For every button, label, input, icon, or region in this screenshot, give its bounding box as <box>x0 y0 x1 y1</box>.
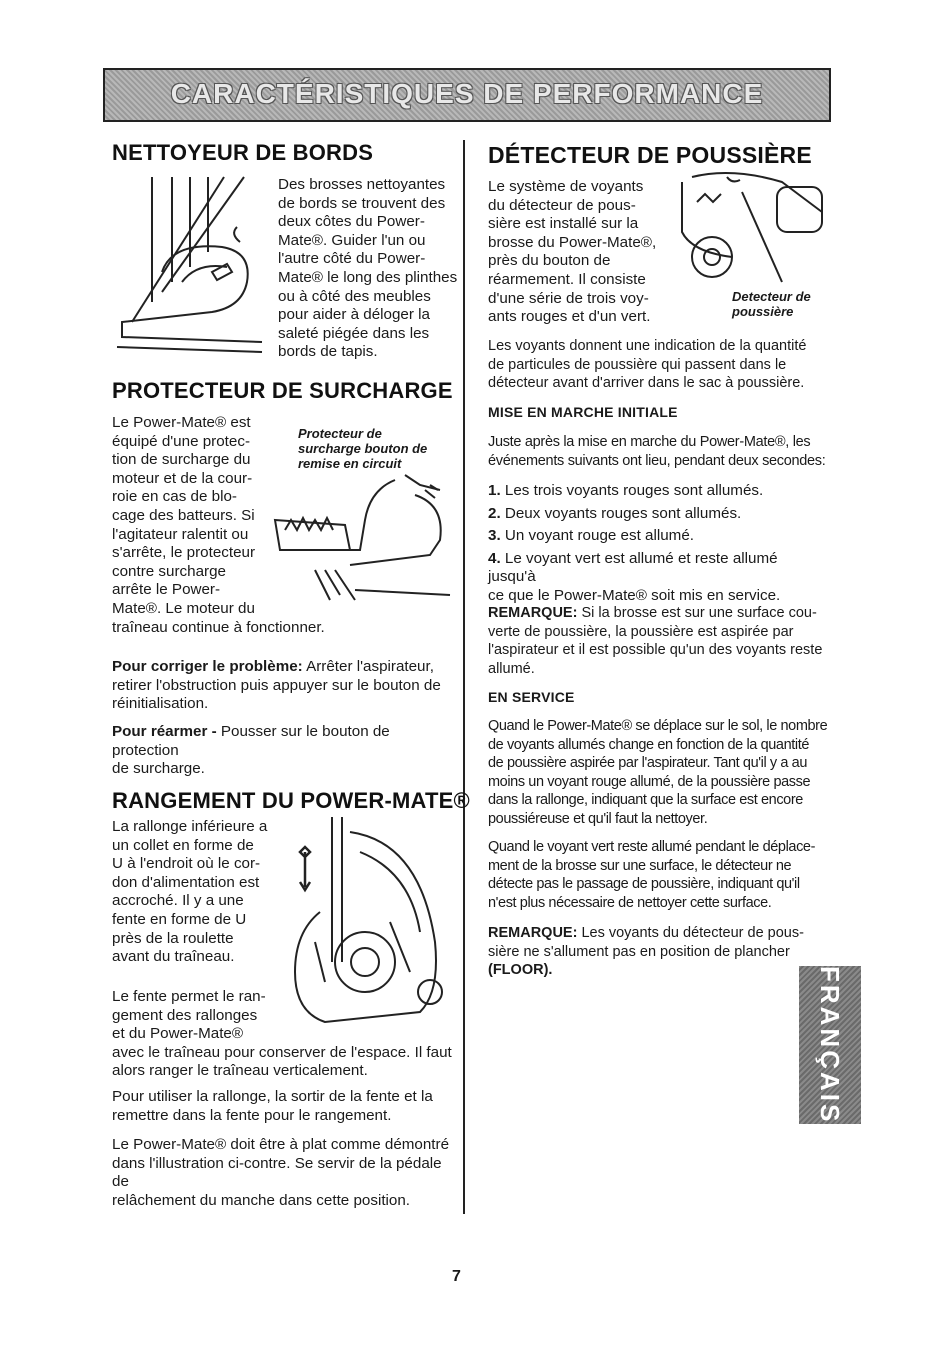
text-line: sière est installé sur la <box>488 215 639 233</box>
remarque-2 <box>488 924 828 980</box>
remarque-label: REMARQUE: <box>488 605 578 621</box>
text-line: Les voyants du détecteur de pous- <box>577 925 804 941</box>
rangement-text-1 <box>112 818 272 967</box>
rangement-text-4 <box>112 1136 457 1210</box>
text-line: Pousser sur le bouton de protection <box>112 723 390 759</box>
rearmer-paragraph <box>112 723 457 779</box>
bords-text <box>278 176 458 362</box>
text-line: fente en forme de U <box>112 910 247 928</box>
text-line: ants rouges et d'un vert. <box>488 308 651 326</box>
list-item <box>488 527 828 546</box>
text-line: relâchement du manche dans cette position. <box>112 1191 411 1209</box>
step-number: 3. <box>488 527 501 545</box>
text-line: l'agitateur ralentit ou <box>112 525 249 543</box>
remarque-label: REMARQUE: <box>488 925 578 941</box>
floor-label: (FLOOR). <box>488 962 553 979</box>
text-line: Le Power-Mate® est <box>112 414 251 431</box>
text-line: détecteur avant d'arriver dans le sac à poussière. <box>488 375 805 392</box>
caption-line: Protecteur de <box>298 426 382 441</box>
text-line: Mate®. Le moteur du <box>112 599 255 617</box>
edge-cleaner-illustration <box>112 172 272 362</box>
text-line: de voyants allumés change en fonction de la quantité <box>488 736 809 753</box>
text-line: poussiéreuse et qu'il faut la nettoyer. <box>488 810 708 827</box>
text-line: remettre dans la fente pour le rangement. <box>112 1106 392 1124</box>
text-line: alors ranger le traîneau verticalement. <box>112 1062 368 1080</box>
heading-nettoyeur-de-bords: NETTOYEUR DE BORDS <box>112 140 374 165</box>
step-text: Deux voyants rouges sont allumés. <box>500 504 742 522</box>
text-line: Quand le voyant vert reste allumé pendant le déplace- <box>488 839 816 855</box>
step-number: 4. <box>488 549 501 567</box>
list-item <box>488 550 828 587</box>
rearmer-label: Pour réarmer - <box>112 723 217 740</box>
text-line: saleté piégée dans les <box>278 324 430 342</box>
text-line: avec le traîneau pour conserver de l'espace. Il faut <box>112 1043 452 1061</box>
text-line: moins un voyant rouge allumé, de la poussière passe <box>488 773 811 790</box>
text-line: de particules de poussière qui passent dans le <box>488 356 787 373</box>
text-line: La rallonge inférieure a <box>112 818 268 835</box>
text-line: équipé d'une protec- <box>112 432 251 450</box>
text-line: avant du traîneau. <box>112 948 235 966</box>
list-item <box>488 482 828 501</box>
detecteur-para4 <box>488 838 828 912</box>
text-line: ce que le Power-Mate® soit mis en service. <box>488 586 781 604</box>
text-line: Mate®. Guider l'un ou <box>278 231 426 249</box>
text-line: moteur et de la cour- <box>112 469 253 487</box>
text-line: d'une série de trois voy- <box>488 289 649 307</box>
text-line: un collet en forme de <box>112 836 254 854</box>
text-line: Le fente permet le ran- <box>112 988 266 1005</box>
text-line: bords de tapis. <box>278 343 378 361</box>
step-text: Le voyant vert est allumé et reste allumé jusqu'à <box>488 549 778 586</box>
language-tab-label: FRANÇAIS <box>815 966 845 1125</box>
text-line: accroché. Il y a une <box>112 892 244 910</box>
text-line: près de la roulette <box>112 929 234 947</box>
text-line: s'arrête, le protecteur <box>112 544 256 562</box>
step-text: Les trois voyants rouges sont allumés. <box>500 482 764 499</box>
text-line: n'est plus nécessaire de nettoyer cette surface. <box>488 894 772 911</box>
heading-rangement: RANGEMENT DU POWER-MATE® <box>112 788 470 813</box>
heading-detecteur-de-poussiere: DÉTECTEUR DE POUSSIÈRE <box>488 142 812 168</box>
text-line: dans l'illustration ci-contre. Se servir de la pédale de <box>112 1154 442 1191</box>
text-line: roie en cas de blo- <box>112 488 237 506</box>
text-line: Le Power-Mate® doit être à plat comme démontré <box>112 1136 450 1153</box>
text-line: tion de surcharge du <box>112 451 251 469</box>
text-line: Quand le Power-Mate® se déplace sur le sol, le nombre <box>488 718 828 734</box>
detecteur-caption <box>732 289 832 319</box>
text-line: détecte pas le passage de poussière, indiquant qu'il <box>488 876 800 893</box>
text-line: Si la brosse est sur une surface cou- <box>577 605 817 621</box>
text-line: de surcharge. <box>112 760 205 778</box>
rangement-text-3 <box>112 1088 457 1125</box>
text-line: arrête le Power- <box>112 581 221 599</box>
text-line: l'aspirateur et il est possible qu'un des voyants reste <box>488 642 823 659</box>
text-line: allumé. <box>488 660 535 677</box>
text-line: Pour utiliser la rallonge, la sortir de la fente et la <box>112 1088 433 1105</box>
caption-line: Detecteur de <box>732 289 811 304</box>
step-text: Un voyant rouge est allumé. <box>500 527 694 545</box>
text-line: brosse du Power-Mate®, <box>488 233 657 251</box>
detecteur-intro <box>488 178 668 327</box>
detecteur-para1 <box>488 337 828 393</box>
column-divider <box>463 140 465 1214</box>
banner-title: CARACTÉRISTIQUES DE PERFORMANCE <box>170 78 764 109</box>
list-item <box>488 505 828 524</box>
step-number: 2. <box>488 504 501 522</box>
text-line: près du bouton de <box>488 252 611 270</box>
text-line: dans la rallonge, indiquant que la surface est encore <box>488 792 803 809</box>
text-line: verte de poussière, la poussière est aspirée par <box>488 623 794 640</box>
text-line: ou à côté des meubles <box>278 287 431 305</box>
text-line: réarmement. Il consiste <box>488 270 646 288</box>
text-line: deux côtes du Power- <box>278 213 425 231</box>
text-line: U à l'endroit où le cor- <box>112 855 261 873</box>
text-line: retirer l'obstruction puis appuyer sur le bouton de <box>112 676 441 694</box>
dust-sensor-illustration <box>672 172 832 284</box>
page-number: 7 <box>452 1268 461 1285</box>
rangement-text-2 <box>112 988 457 1081</box>
caption-line: poussière <box>732 304 794 319</box>
text-line: ment de la brosse sur une surface, le détecteur ne <box>488 857 792 874</box>
caption-line: surcharge bouton de <box>298 441 428 456</box>
text-line: et du Power-Mate® <box>112 1025 244 1043</box>
text-line: de bords se trouvent des <box>278 194 446 212</box>
detecteur-para3 <box>488 717 828 829</box>
surcharge-text <box>112 414 442 637</box>
text-line: Les voyants donnent une indication de la quantité <box>488 338 807 354</box>
text-line: don d'alimentation est <box>112 873 260 891</box>
corriger-paragraph <box>112 658 457 714</box>
text-line: Des brosses nettoyantes <box>278 176 446 193</box>
remarque-1 <box>488 604 828 678</box>
section-banner <box>103 68 831 122</box>
text-line: gement des rallonges <box>112 1006 258 1024</box>
text-line: événements suivants ont lieu, pendant deux secondes: <box>488 452 826 469</box>
text-line: pour aider à déloger la <box>278 306 430 324</box>
steps-list <box>488 482 828 606</box>
caption-line: remise en circuit <box>298 456 402 471</box>
text-line: contre surcharge <box>112 562 226 580</box>
text-line: réinitialisation. <box>112 695 209 713</box>
text-line: sière ne s'allument pas en position de plancher <box>488 943 790 960</box>
step-number: 1. <box>488 482 501 499</box>
text-line: Arrêter l'aspirateur, <box>302 658 434 675</box>
text-line: traîneau continue à fonctionner. <box>112 618 325 636</box>
text-line: Mate® le long des plinthes <box>278 268 458 286</box>
text-line: Juste après la mise en marche du Power-Mate®, les <box>488 434 811 450</box>
text-line: l'autre côté du Power- <box>278 250 426 268</box>
detecteur-para2 <box>488 433 828 470</box>
language-tab <box>799 966 861 1124</box>
heading-protecteur-de-surcharge: PROTECTEUR DE SURCHARGE <box>112 378 453 403</box>
subheading-mise-en-marche: MISE EN MARCHE INITIALE <box>488 404 678 420</box>
text-line: de poussière aspirée par l'aspirateur. Tant qu'il y a au <box>488 755 807 772</box>
text-line: cage des batteurs. Si <box>112 506 255 524</box>
text-line: Le système de voyants <box>488 178 644 195</box>
text-line: du détecteur de pous- <box>488 196 636 214</box>
subheading-en-service: EN SERVICE <box>488 689 575 705</box>
corriger-label: Pour corriger le problème: <box>112 658 303 675</box>
